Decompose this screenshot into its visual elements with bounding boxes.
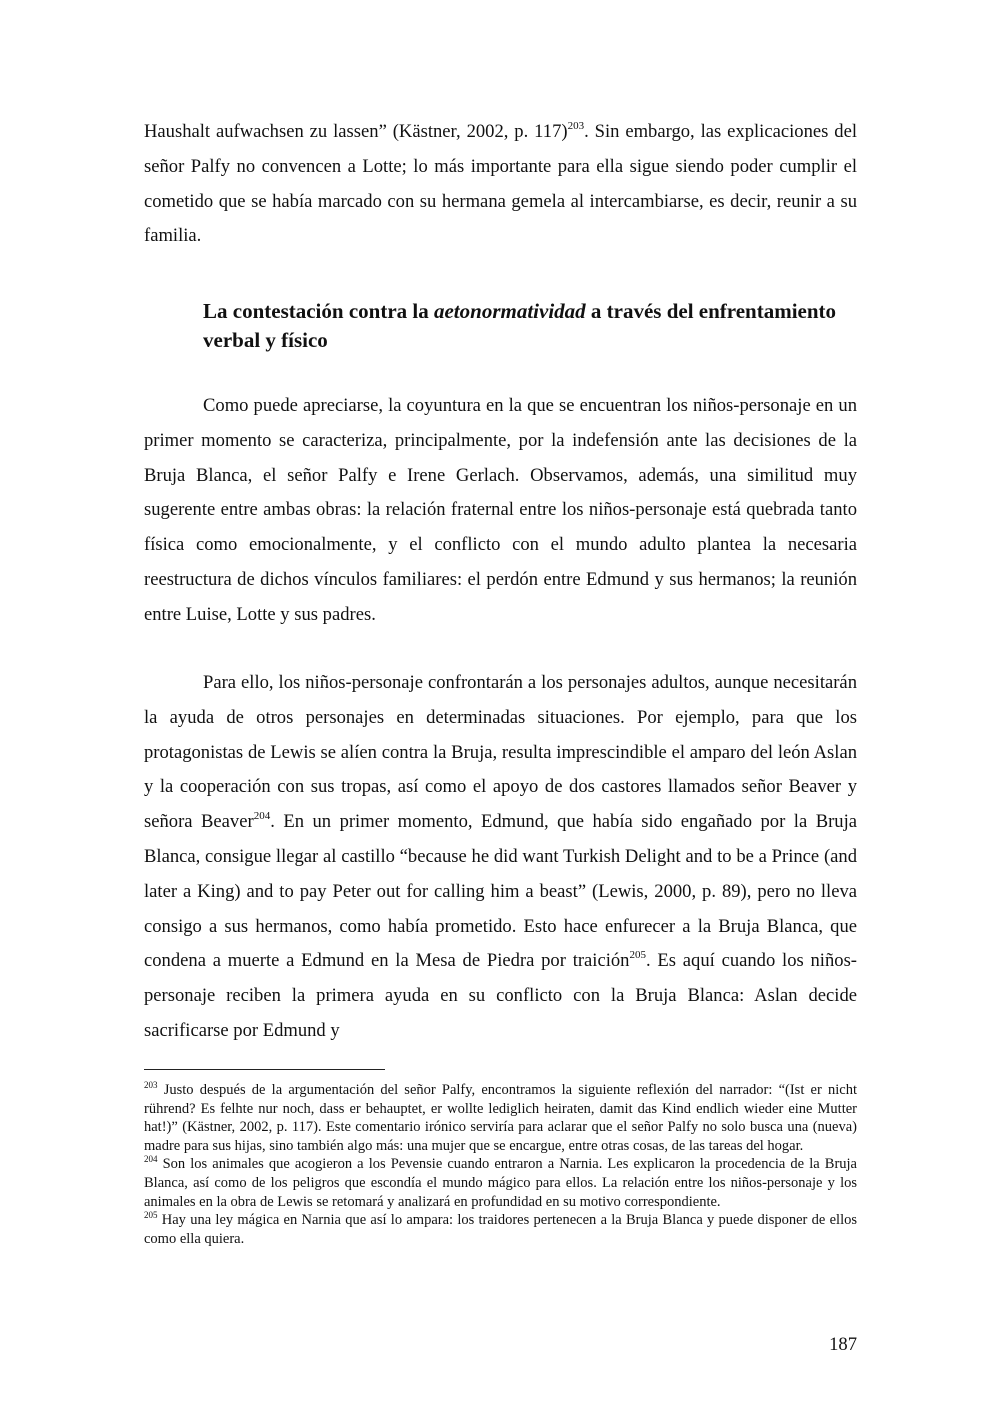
paragraph-1: Como puede apreciarse, la coyuntura en la que se encuentran los niños-personaje en un primer momento se caracteriza, principalmente, por la indefensión ante las decisiones de la Bruja Blanca, el señor Palfy e Irene Gerlach. Observamos, además, una similitud muy sugerente entre ambas obras: la relación fraternal entre los niños-personaje está quebrada tanto física como emocionalmente, y el conflicto con el mundo adulto plantea la necesaria reestructura de dichos vínculos familiares: el perdón entre Edmund y sus hermanos; la reunión entre Luise, Lotte y sus padres.: [144, 395, 857, 625]
footnote-text: Justo después de la argumentación del señor Palfy, encontramos la siguiente reflexión del narrador: “(Ist er nicht rührend? Es felhte nur noch, dass er behauptet, er wollte lediglich heiraten, damit das Kind endlich wieder eine Mutter hat!)” (Kästner, 2002, p. 117). Este comentario irónico serviría para aclarar que el señor Palfy no solo busca una (nueva) madre para sus hijas, sino también algo más: una mujer que se encargue, entre otras cosas, de las tareas del hogar.: [144, 1082, 857, 1154]
footnote-number: 203: [144, 1080, 158, 1090]
paragraph-text: Haushalt aufwachsen zu lassen” (Kästner, 2002, p. 117): [144, 121, 568, 142]
footnote-number: 205: [144, 1210, 158, 1221]
section-heading: [203, 297, 843, 355]
footnote-205: [144, 1211, 857, 1248]
footnote-ref-203[interactable]: 203: [567, 120, 585, 132]
paragraph-continuation: [144, 115, 857, 254]
heading-text: a través del enfrentamiento verbal y físico: [203, 299, 837, 352]
paragraph-text: Para ello, los niños-personaje confrontarán a los personajes adultos, aunque necesitarán la ayuda de otros personajes en determinadas situaciones. Por ejemplo, para que los protagonistas de Lewis se alíen contra la Bruja, resulta imprescindible el amparo del león Aslan y la cooperación con sus tropas, así como el apoyo de dos castores llamados señor Beaver y señora Beaver: [144, 672, 857, 833]
paragraph-2: [144, 666, 857, 1049]
footnote-ref-204[interactable]: 204: [253, 810, 271, 823]
footnote-203: [144, 1081, 857, 1155]
footnote-ref-205[interactable]: 205: [629, 949, 646, 962]
heading-text: La contestación contra la: [203, 299, 434, 323]
footnotes: [144, 1081, 857, 1248]
paragraph-text: . En un primer momento, Edmund, que había sido engañado por la Bruja Blanca, consigue llegar al castillo “because he did want Turkish Delight and to be a Prince (and later a King) and to pay Peter out for calling him a beast” (Lewis, 2000, p. 89), pero no lleva consigo a sus hermanos, como había prometido. Esto hace enfurecer a la Bruja Blanca, que condena a muerte a Edmund en la Mesa de Piedra por traición: [144, 811, 857, 972]
paragraph-text: . Es aquí cuando los niños-personaje reciben la primera ayuda en su conflicto con la Bruja Blanca: Aslan decide sacrificarse por Edmund y: [144, 950, 857, 1041]
page-number: 187: [829, 1334, 857, 1355]
paragraph-text: . Sin embargo, las explicaciones del señor Palfy no convencen a Lotte; lo más importante para ella sigue siendo poder cumplir el cometido que se había marcado con su hermana gemela al intercambiarse, es decir, reunir a su familia.: [144, 121, 857, 247]
footnote-number: 204: [144, 1154, 158, 1165]
footnote-separator: [144, 1069, 385, 1070]
footnote-text: Hay una ley mágica en Narnia que así lo ampara: los traidores pertenecen a la Bruja Blanca y puede disponer de ellos como ella quiera.: [144, 1212, 857, 1247]
heading-italic-term: aetonormatividad: [433, 299, 586, 323]
footnote-204: [144, 1155, 857, 1211]
footnote-text: Son los animales que acogieron a los Pevensie cuando entraron a Narnia. Les explicaron la procedencia de la Bruja Blanca, así como de los peligros que escondía el mundo mágico para ellos. La relación entre los niños-personaje y los animales en la obra de Lewis se retomará y analizará en profundidad en su motivo correspondiente.: [144, 1156, 857, 1210]
